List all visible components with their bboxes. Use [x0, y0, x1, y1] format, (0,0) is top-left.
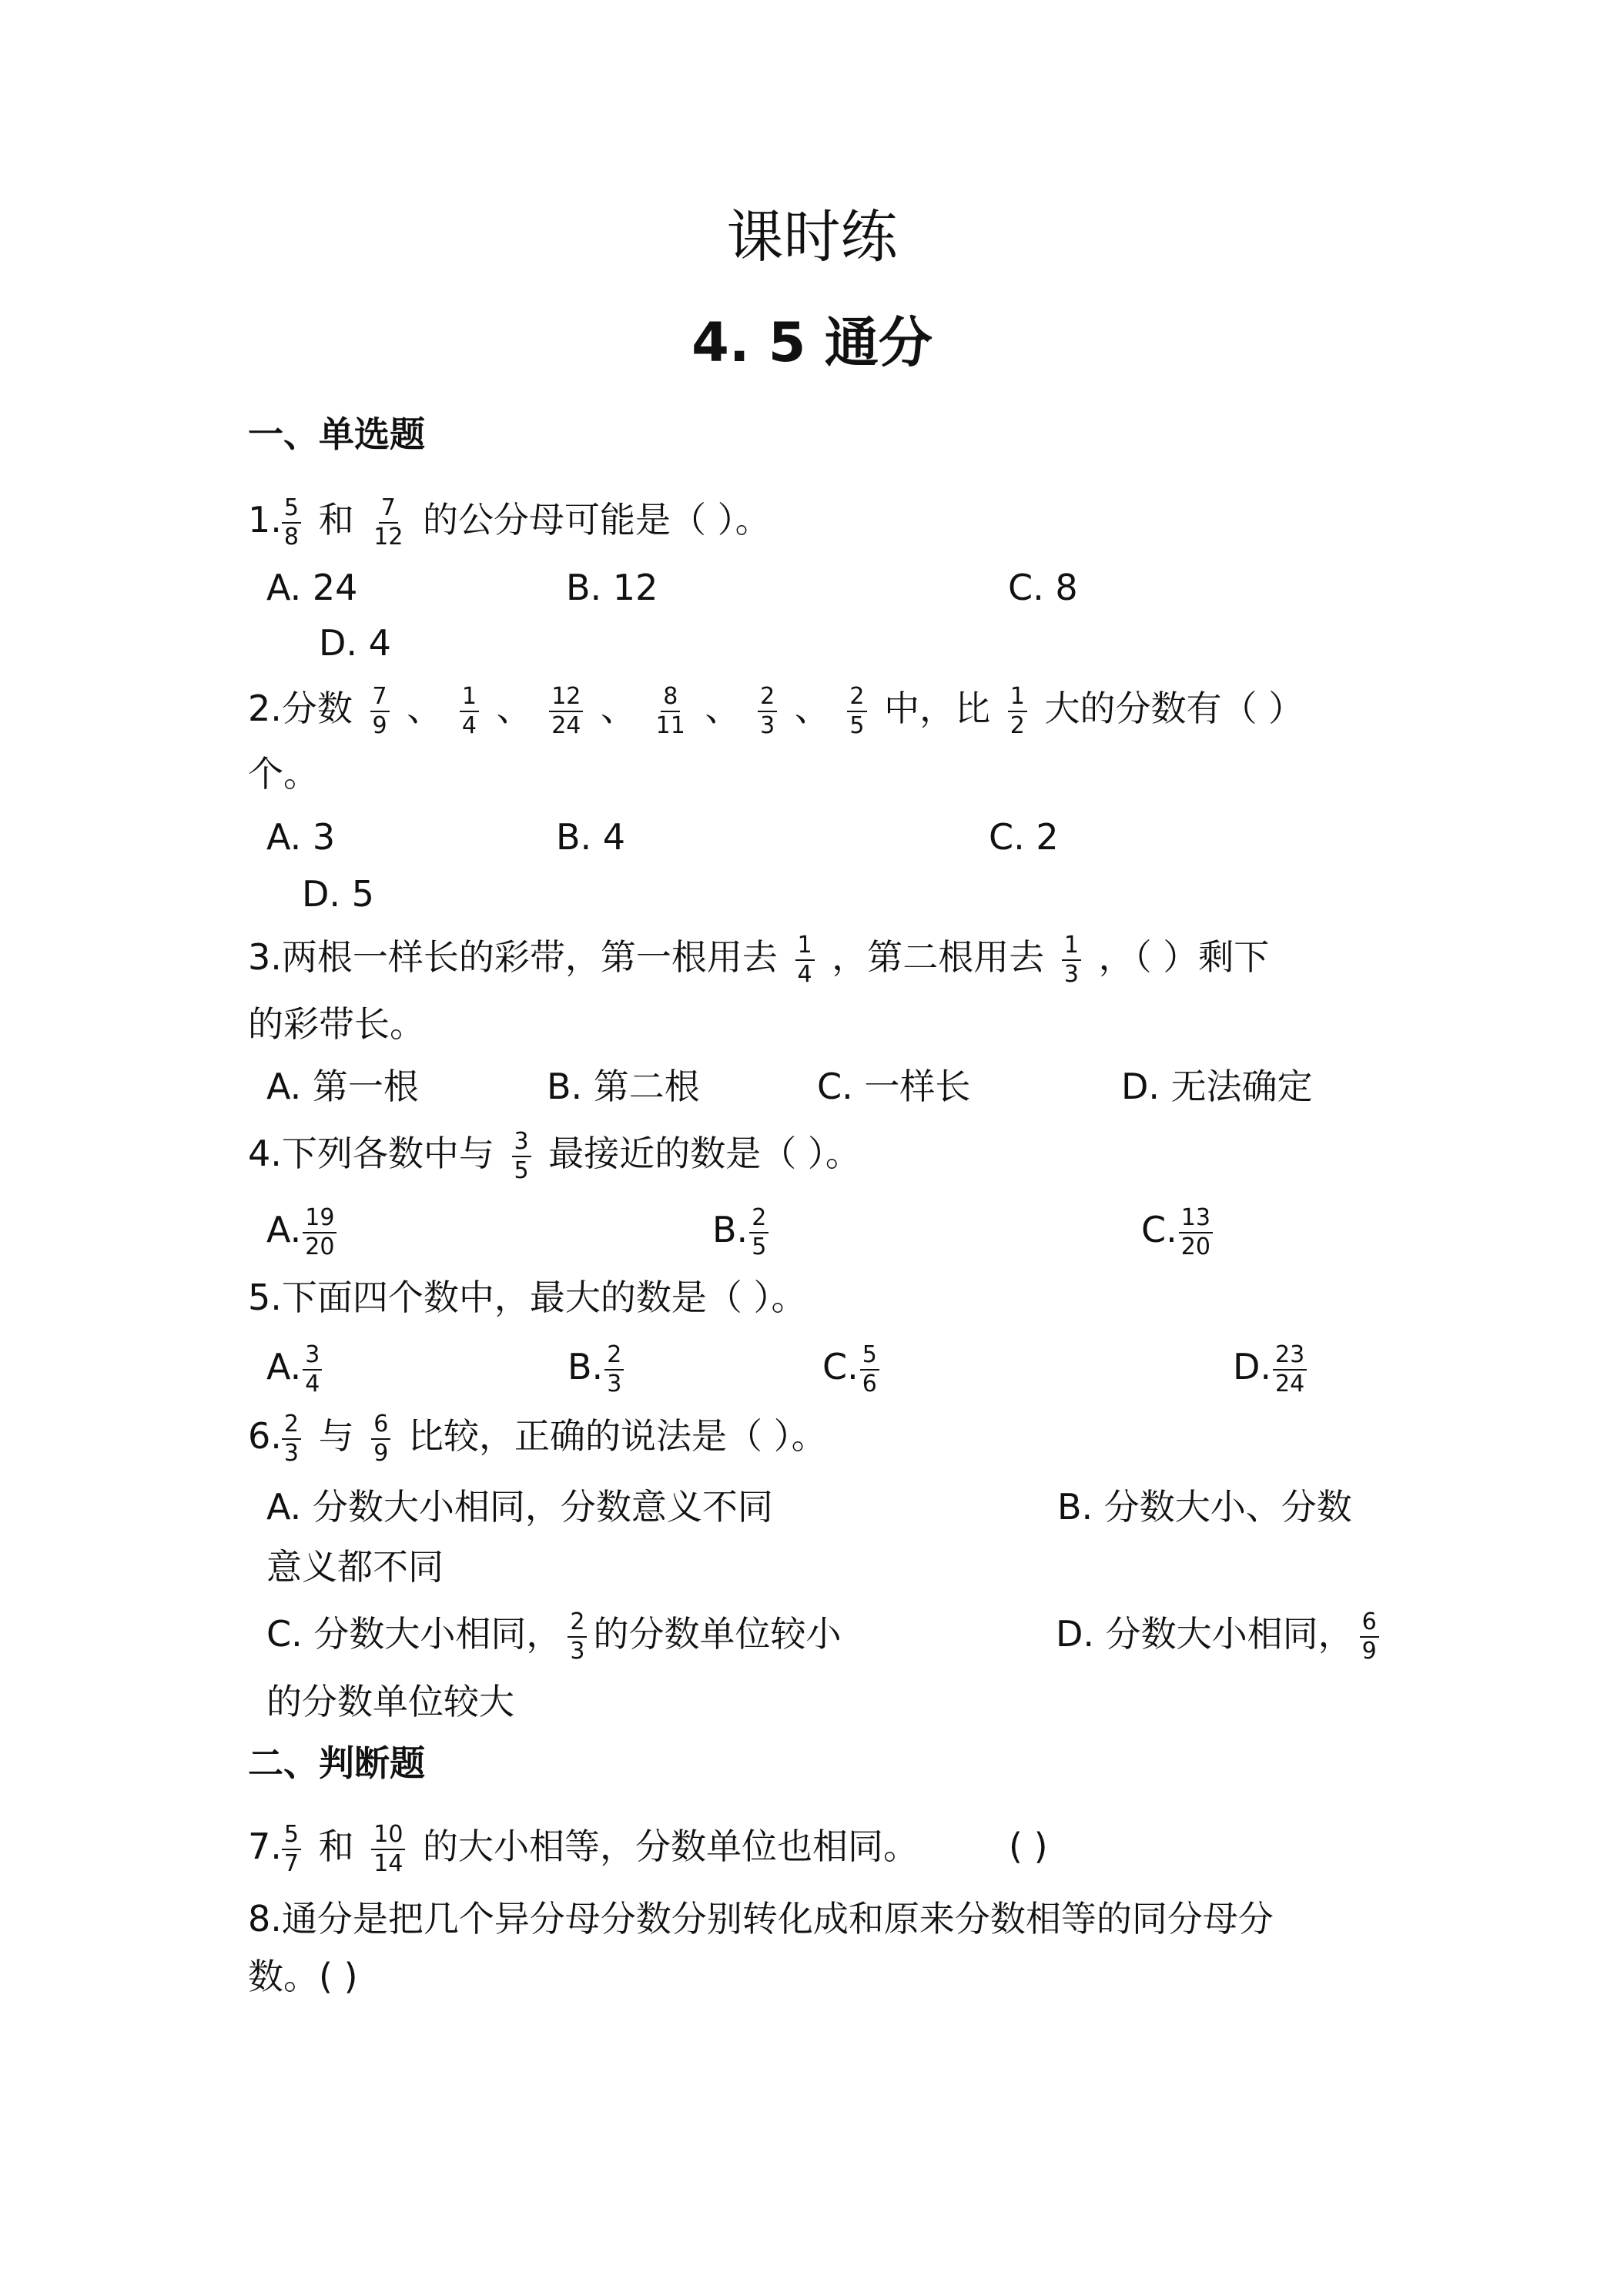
fraction: $\frac{23}{24}$: [1273, 1341, 1307, 1398]
option-c[interactable]: C. 8: [1008, 567, 1078, 608]
separator: 、: [705, 688, 741, 729]
question-number: 7.: [248, 1826, 282, 1867]
question-text: 中，比: [884, 688, 991, 729]
question-text: 与: [306, 1415, 366, 1457]
fraction: $\frac{12}{24}$: [549, 683, 583, 740]
lesson-title: 4. 5 通分: [691, 311, 933, 374]
option-b[interactable]: B. 4: [556, 816, 626, 858]
option-a[interactable]: A. 分数大小相同，分数意义不同: [266, 1486, 773, 1528]
option-a[interactable]: [266, 1340, 328, 1398]
fraction: $\frac{8}{11}$: [655, 682, 685, 739]
option-d[interactable]: D. 4: [319, 622, 391, 664]
question-text: 的大小相等，分数单位也相同。: [411, 1826, 919, 1867]
section-heading-single-choice: 一、单选题: [248, 413, 425, 455]
option-label: D.: [1233, 1346, 1272, 1387]
option-d[interactable]: [1056, 1607, 1385, 1665]
question-6: [248, 1409, 827, 1468]
fraction: $\frac{3}{5}$: [512, 1128, 531, 1185]
option-text: D. 分数大小相同，: [1056, 1613, 1354, 1655]
question-text: 最接近的数是（ ）。: [548, 1133, 861, 1174]
question-8-line-2: 数。( ): [248, 1956, 358, 1997]
question-text: 和: [306, 499, 366, 541]
fraction: $\frac{2}{3}$: [282, 1411, 301, 1468]
option-a[interactable]: [266, 1203, 343, 1261]
option-b-continued: 意义都不同: [266, 1546, 444, 1588]
fraction: $\frac{7}{12}$: [373, 494, 403, 551]
option-label: B.: [568, 1346, 604, 1387]
question-2: [248, 681, 1304, 740]
fraction: $\frac{6}{9}$: [371, 1411, 390, 1468]
separator: 、: [601, 688, 637, 729]
option-a[interactable]: A. 3: [266, 816, 336, 858]
fraction: $\frac{2}{3}$: [758, 683, 777, 740]
section-heading-true-false: 二、判断题: [248, 1742, 425, 1784]
question-1: [248, 493, 771, 551]
option-label: C.: [822, 1346, 859, 1387]
option-d[interactable]: D. 无法确定: [1121, 1066, 1313, 1107]
option-c[interactable]: C. 一样长: [817, 1066, 971, 1107]
fraction: $\frac{1}{4}$: [460, 683, 479, 740]
question-3: [248, 930, 1269, 989]
question-5: 5.下面四个数中，最大的数是（ ）。: [248, 1277, 807, 1318]
question-text: ，第二根用去: [832, 936, 1045, 978]
fraction: $\frac{1}{3}$: [1062, 932, 1081, 989]
option-b[interactable]: [568, 1340, 630, 1398]
option-label: A.: [266, 1346, 302, 1387]
option-label: B.: [712, 1209, 748, 1250]
option-c[interactable]: [1141, 1203, 1219, 1261]
question-text: 4.下列各数中与: [248, 1133, 494, 1174]
option-a[interactable]: A. 24: [266, 567, 358, 608]
question-text: 大的分数有（ ）: [1044, 688, 1304, 729]
question-text: 3.两根一样长的彩带，第一根用去: [248, 936, 778, 978]
question-2-line-2: 个。: [248, 753, 319, 795]
separator: 、: [794, 688, 830, 729]
answer-parentheses[interactable]: ( ): [1009, 1826, 1048, 1867]
question-4: [248, 1126, 861, 1185]
option-c[interactable]: C. 2: [989, 816, 1059, 858]
fraction: $\frac{2}{5}$: [847, 683, 866, 740]
option-c[interactable]: [266, 1607, 841, 1665]
question-text: 的公分母可能是（ ）。: [411, 499, 771, 541]
option-b[interactable]: B. 分数大小、分数: [1057, 1486, 1352, 1528]
fraction: $\frac{5}{8}$: [282, 494, 301, 551]
fraction: $\frac{7}{9}$: [370, 683, 390, 740]
question-text: ，（ ）剩下: [1098, 936, 1270, 978]
question-text: 2.分数: [248, 688, 353, 729]
question-7: [248, 1819, 919, 1878]
question-text: 比较，正确的说法是（ ）。: [397, 1415, 827, 1457]
option-b[interactable]: B. 12: [566, 567, 658, 608]
option-b[interactable]: [712, 1203, 775, 1261]
option-text: 的分数单位较小: [593, 1613, 842, 1655]
separator: 、: [496, 688, 532, 729]
question-8: 8.通分是把几个异分母分数分别转化成和原来分数相等的同分母分: [248, 1898, 1274, 1940]
option-label: C.: [1141, 1209, 1177, 1250]
option-a[interactable]: A. 第一根: [266, 1066, 419, 1107]
option-d-continued: 的分数单位较大: [266, 1681, 514, 1722]
question-text: 和: [306, 1826, 366, 1867]
option-c[interactable]: [822, 1340, 886, 1398]
document-title: 课时练: [726, 204, 898, 270]
question-number: 1.: [248, 499, 282, 541]
fraction: $\frac{2}{5}$: [749, 1204, 768, 1261]
option-d[interactable]: [1233, 1340, 1313, 1398]
fraction: $\frac{1}{4}$: [795, 932, 815, 989]
fraction: $\frac{10}{14}$: [371, 1821, 405, 1878]
option-label: A.: [266, 1209, 302, 1250]
separator: 、: [407, 688, 443, 729]
fraction: $\frac{3}{4}$: [303, 1341, 322, 1398]
fraction: $\frac{6}{9}$: [1360, 1608, 1379, 1665]
question-number: 6.: [248, 1415, 282, 1457]
fraction: $\frac{2}{3}$: [604, 1341, 624, 1398]
fraction: $\frac{5}{7}$: [282, 1821, 301, 1878]
fraction: $\frac{13}{20}$: [1179, 1204, 1213, 1261]
question-3-line-2: 的彩带长。: [248, 1003, 425, 1045]
fraction: $\frac{19}{20}$: [303, 1204, 337, 1261]
fraction: $\frac{1}{2}$: [1008, 683, 1027, 740]
option-text: C. 分数大小相同，: [266, 1613, 562, 1655]
fraction: $\frac{5}{6}$: [860, 1341, 879, 1398]
option-b[interactable]: B. 第二根: [547, 1066, 700, 1107]
option-d[interactable]: D. 5: [302, 873, 374, 915]
fraction: $\frac{2}{3}$: [568, 1608, 587, 1665]
